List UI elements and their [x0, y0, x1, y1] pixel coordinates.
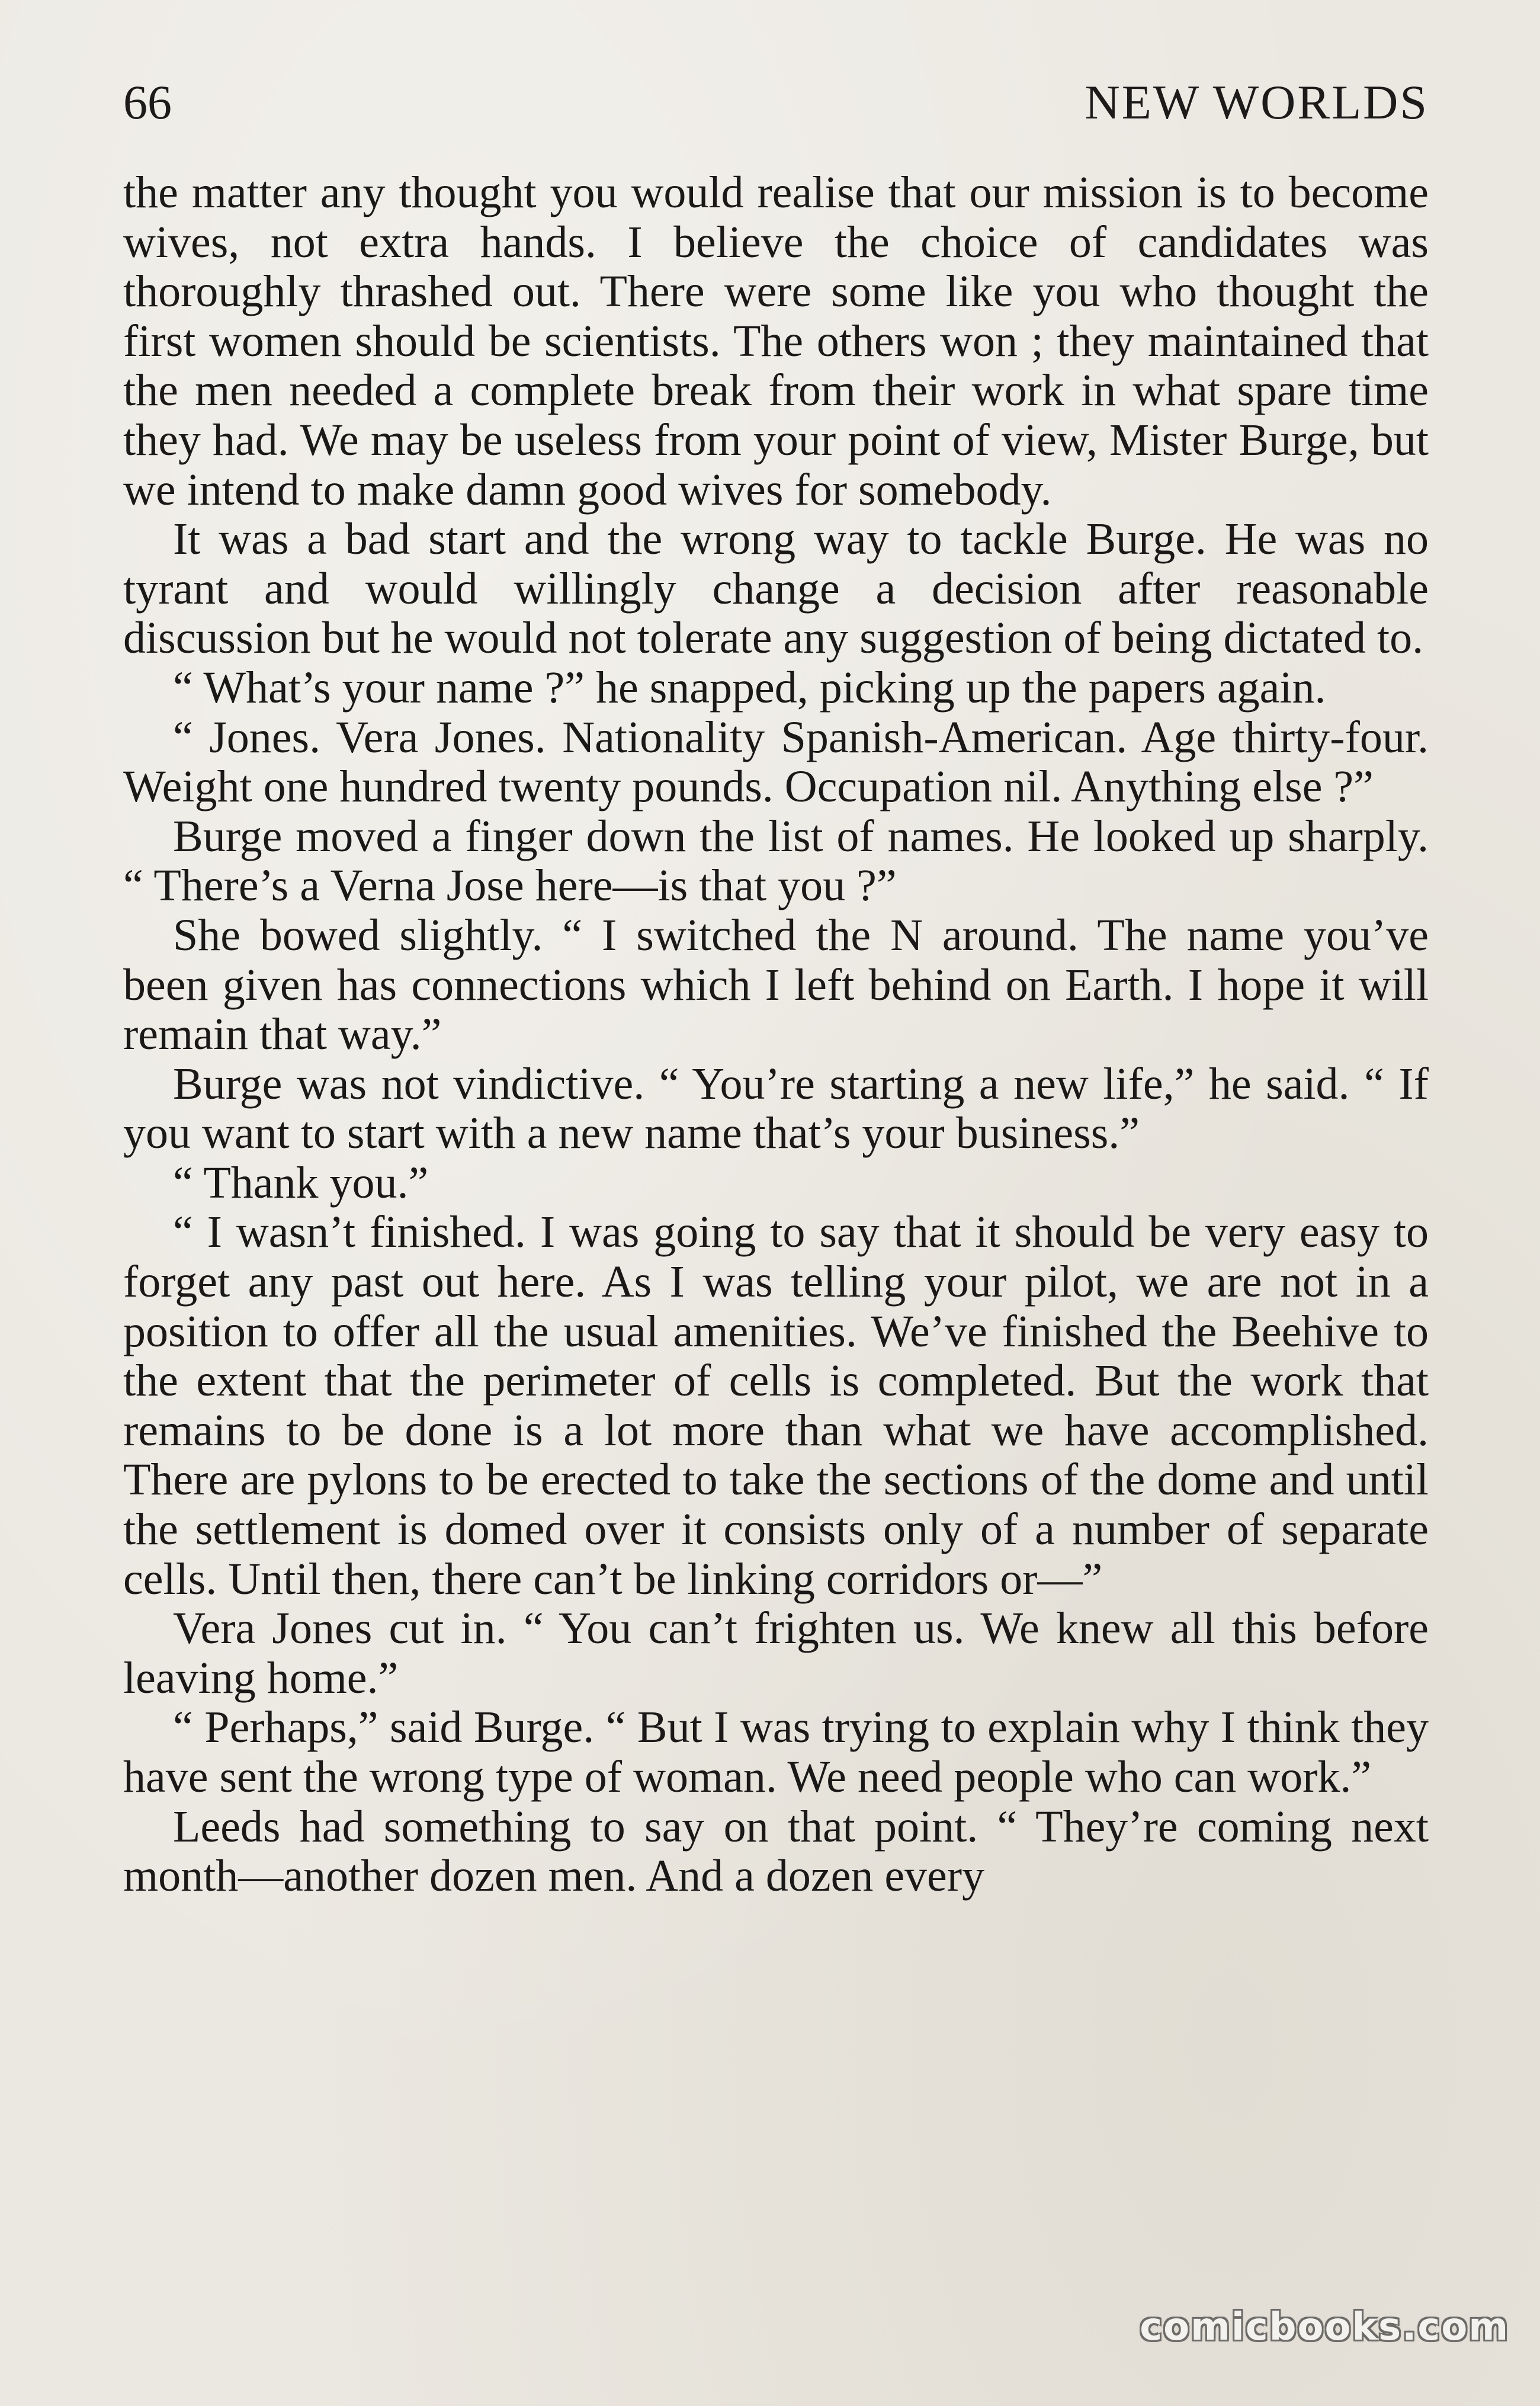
watermark-logo: comicbooks.com	[1140, 2305, 1509, 2349]
paragraph: Leeds had something to say on that point. “ They’re coming next month—another dozen men. And a dozen every	[123, 1801, 1429, 1901]
body-text	[123, 168, 1429, 1901]
paragraph-continued: the matter any thought you would realise that our mission is to become wives, not extra hands. I believe the choice of candidates was thoroughly thrashed out. There were some like you who thought the first women should be scientists. The others won ; they maintained that the men needed a complete break from their work in what spare time they had. We may be useless from your point of view, Mister Burge, but we intend to make damn good wives for somebody.	[123, 168, 1429, 515]
paragraph: Vera Jones cut in. “ You can’t frighten us. We knew all this before leaving home.”	[123, 1603, 1429, 1703]
paragraph: It was a bad start and the wrong way to tackle Burge. He was no tyrant and would willingly change a decision after reasonable discussion but he would not tolerate any suggestion of being dictated to.	[123, 514, 1429, 663]
paragraph: She bowed slightly. “ I switched the N around. The name you’ve been given has connections which I left behind on Earth. I hope it will remain that way.”	[123, 910, 1429, 1060]
paragraph: “ Perhaps,” said Burge. “ But I was trying to explain why I think they have sent the wrong type of woman. We need people who can work.”	[123, 1702, 1429, 1802]
paragraph: “ Jones. Vera Jones. Nationality Spanish-American. Age thirty-four. Weight one hundred twenty pounds. Occupation nil. Anything else ?”	[123, 712, 1429, 812]
paragraph: Burge was not vindictive. “ You’re starting a new life,” he said. “ If you want to start with a new name that’s your business.”	[123, 1058, 1429, 1159]
running-head	[123, 70, 1429, 135]
paragraph: “ I wasn’t finished. I was going to say that it should be very easy to forget any past out here. As I was telling your pilot, we are not in a position to offer all the usual amenities. We’ve finished the Beehive to the extent that the perimeter of cells is completed. But the work that remains to be done is a lot more than what we have accomplished. There are pylons to be erected to take the sections of the dome and until the settlement is domed over it consists only of a number of separate cells. Until then, there can’t be linking corridors or—”	[123, 1207, 1429, 1604]
paragraph: “ What’s your name ?” he snapped, picking up the papers again.	[173, 662, 1326, 713]
journal-title: NEW WORLDS	[1085, 75, 1429, 129]
paragraph: Burge moved a finger down the list of names. He looked up sharply. “ There’s a Verna Jose here—is that you ?”	[123, 811, 1429, 911]
page-number: 66	[123, 75, 172, 129]
paragraph: “ Thank you.”	[173, 1157, 429, 1208]
